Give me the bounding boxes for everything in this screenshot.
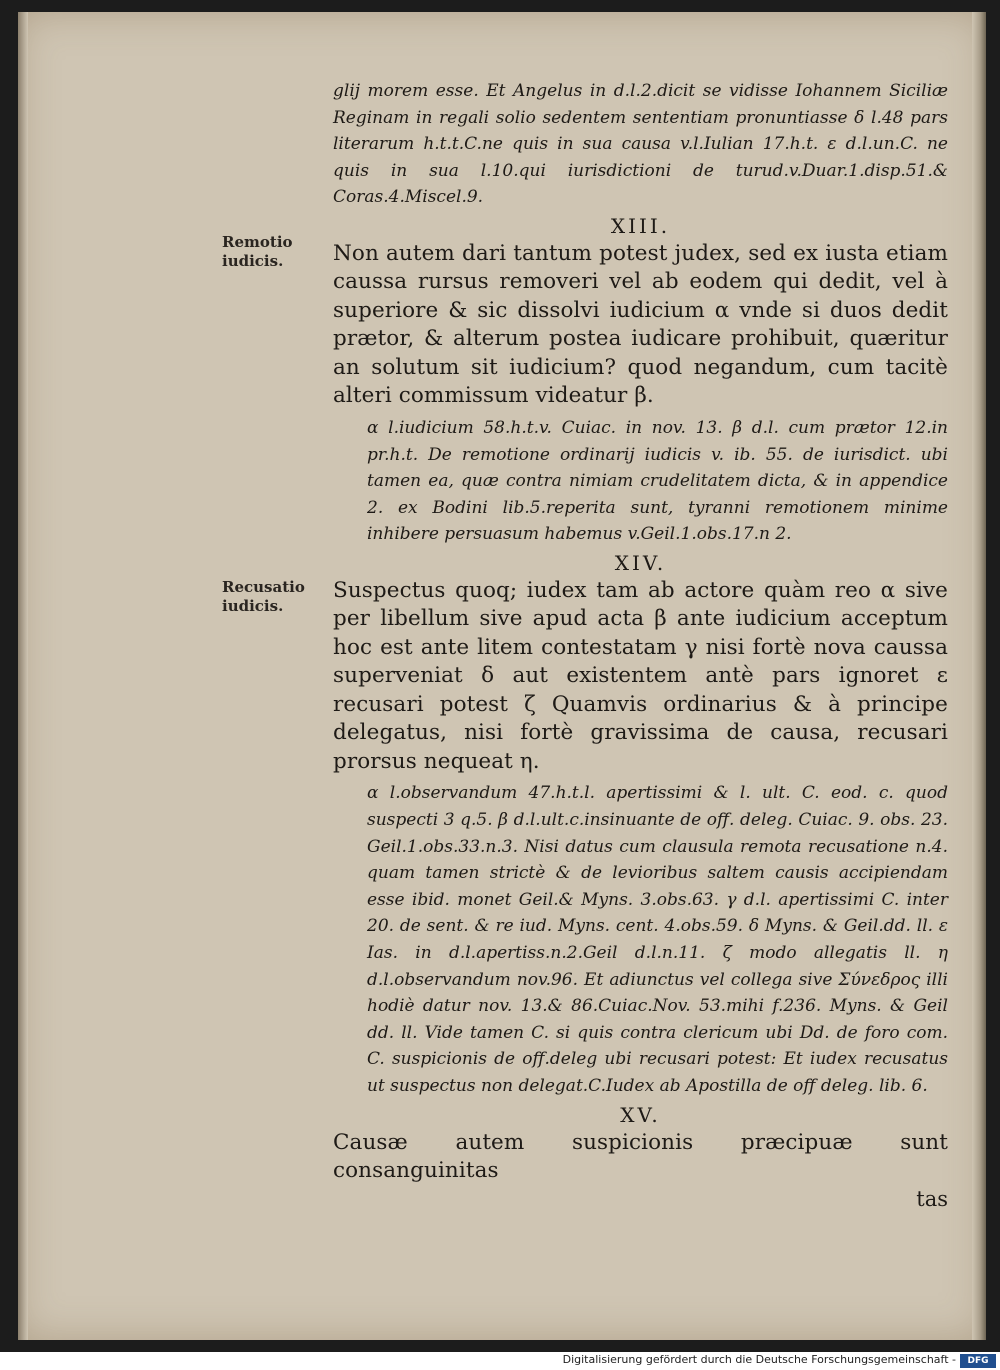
section-body: Causæ autem suspicionis præcipuæ sunt consanguinitas [333,1129,948,1184]
page-gutter-shadow [18,12,28,1340]
section-xiv [333,550,948,1100]
section-heading: XIV. [614,550,667,575]
text-column [333,78,948,1212]
top-footnote: glij morem esse. Et Angelus in d.l.2.dicit se vidisse Iohannem Siciliæ Reginam in regali solio sedentem sententiam pronuntiasse δ l.48 pars literarum h.t.t.C.ne quis in sua causa v.l.Iulian 17.h.t. ε d.l.un.C. ne quis in sua l.10.qui iurisdictioni de turud.v.Duar.1.disp.51.& Coras.4.Miscel.9. [333,81,948,208]
section-heading: XV. [620,1102,661,1127]
page-edge [972,12,986,1340]
catchword: tas [916,1186,948,1211]
margin-note-recusatio: Recusatio iudicis. [222,578,305,615]
section-footnotes: α l.observandum 47.h.t.l. apertissimi & l. ult. C. eod. c. quod suspecti 3 q.5. β d.l.ult.c.insinuante de off. deleg. Cuiac. 9. obs. 23. Geil.1.obs.33.n.3. Nisi datus cum clausula remota recusatione n.4. quam tamen strictè & de levioribus saltem causis accipiendam esse ibid. monet Geil.& Myns. 3.obs.63. γ d.l. apertissimi C. inter 20. de sent. & re iud. Myns. cent. 4.obs.59. δ Myns. & Geil.dd. ll. ε Ias. in d.l.apertiss.n.2.Geil d.l.n.11. ζ modo allegatis ll. η d.l.observandum nov.96. Et adiunctus vel collega sive Σύνεδρος illi hodiè datur nov. 13.& 86.Cuiac.Nov. 53.mihi f.236. Myns. & Geil dd. ll. Vide tamen C. si quis contra clericum ubi Dd. de foro com. C. suspicionis de off.deleg ubi recusari potest: Et iudex recusatus ut suspectus non delegat.C.Iudex ab Apostilla de off deleg. lib. 6. [367,783,948,1096]
section-footnotes: α l.iudicium 58.h.t.v. Cuiac. in nov. 13. β d.l. cum prætor 12.in pr.h.t. De remotione ordinarij iudicis v. ib. 55. de iurisdict. ubi tamen ea, quæ contra nimiam crudelitatem dicta, & in appendice 2. ex Bodini lib.5.reperita sunt, tyranni remotionem minime inhibere persuasum habemus v.Geil.1.obs.17.n 2. [367,417,948,545]
section-body: Non autem dari tantum potest judex, sed ex iusta etiam caussa rursus removeri vel ab eodem qui dedit, vel à superiore & sic dissolvi iudicium α vnde si duos dedit prætor, & alterum postea iudicare prohibuit, quæritur an solutum sit iudicium? quod negandum, cum tacitè alteri commissum videatur β. [333,240,948,409]
margin-note-remotio: Remotio iudicis. [222,233,293,270]
section-xiii [333,213,948,548]
digitization-footer [0,1352,1000,1370]
dfg-logo-icon[interactable]: DFG [960,1354,996,1368]
footer-credit: Digitalisierung gefördert durch die Deutsche Forschungsgemeinschaft - [562,1353,956,1366]
section-heading: XIII. [610,213,671,238]
section-xv [333,1102,948,1186]
section-body: Suspectus quoq; iudex tam ab actore quàm reo α sive per libellum sive apud acta β ante iudicium acceptum hoc est ante litem contestatam γ nisi fortè nova caussa superveniat δ aut existentem antè pars ignoret ε recusari potest ζ Quamvis ordinarius & à principe delegatus, nisi fortè gravissima de causa, recusari prorsus nequeat η. [333,577,948,774]
